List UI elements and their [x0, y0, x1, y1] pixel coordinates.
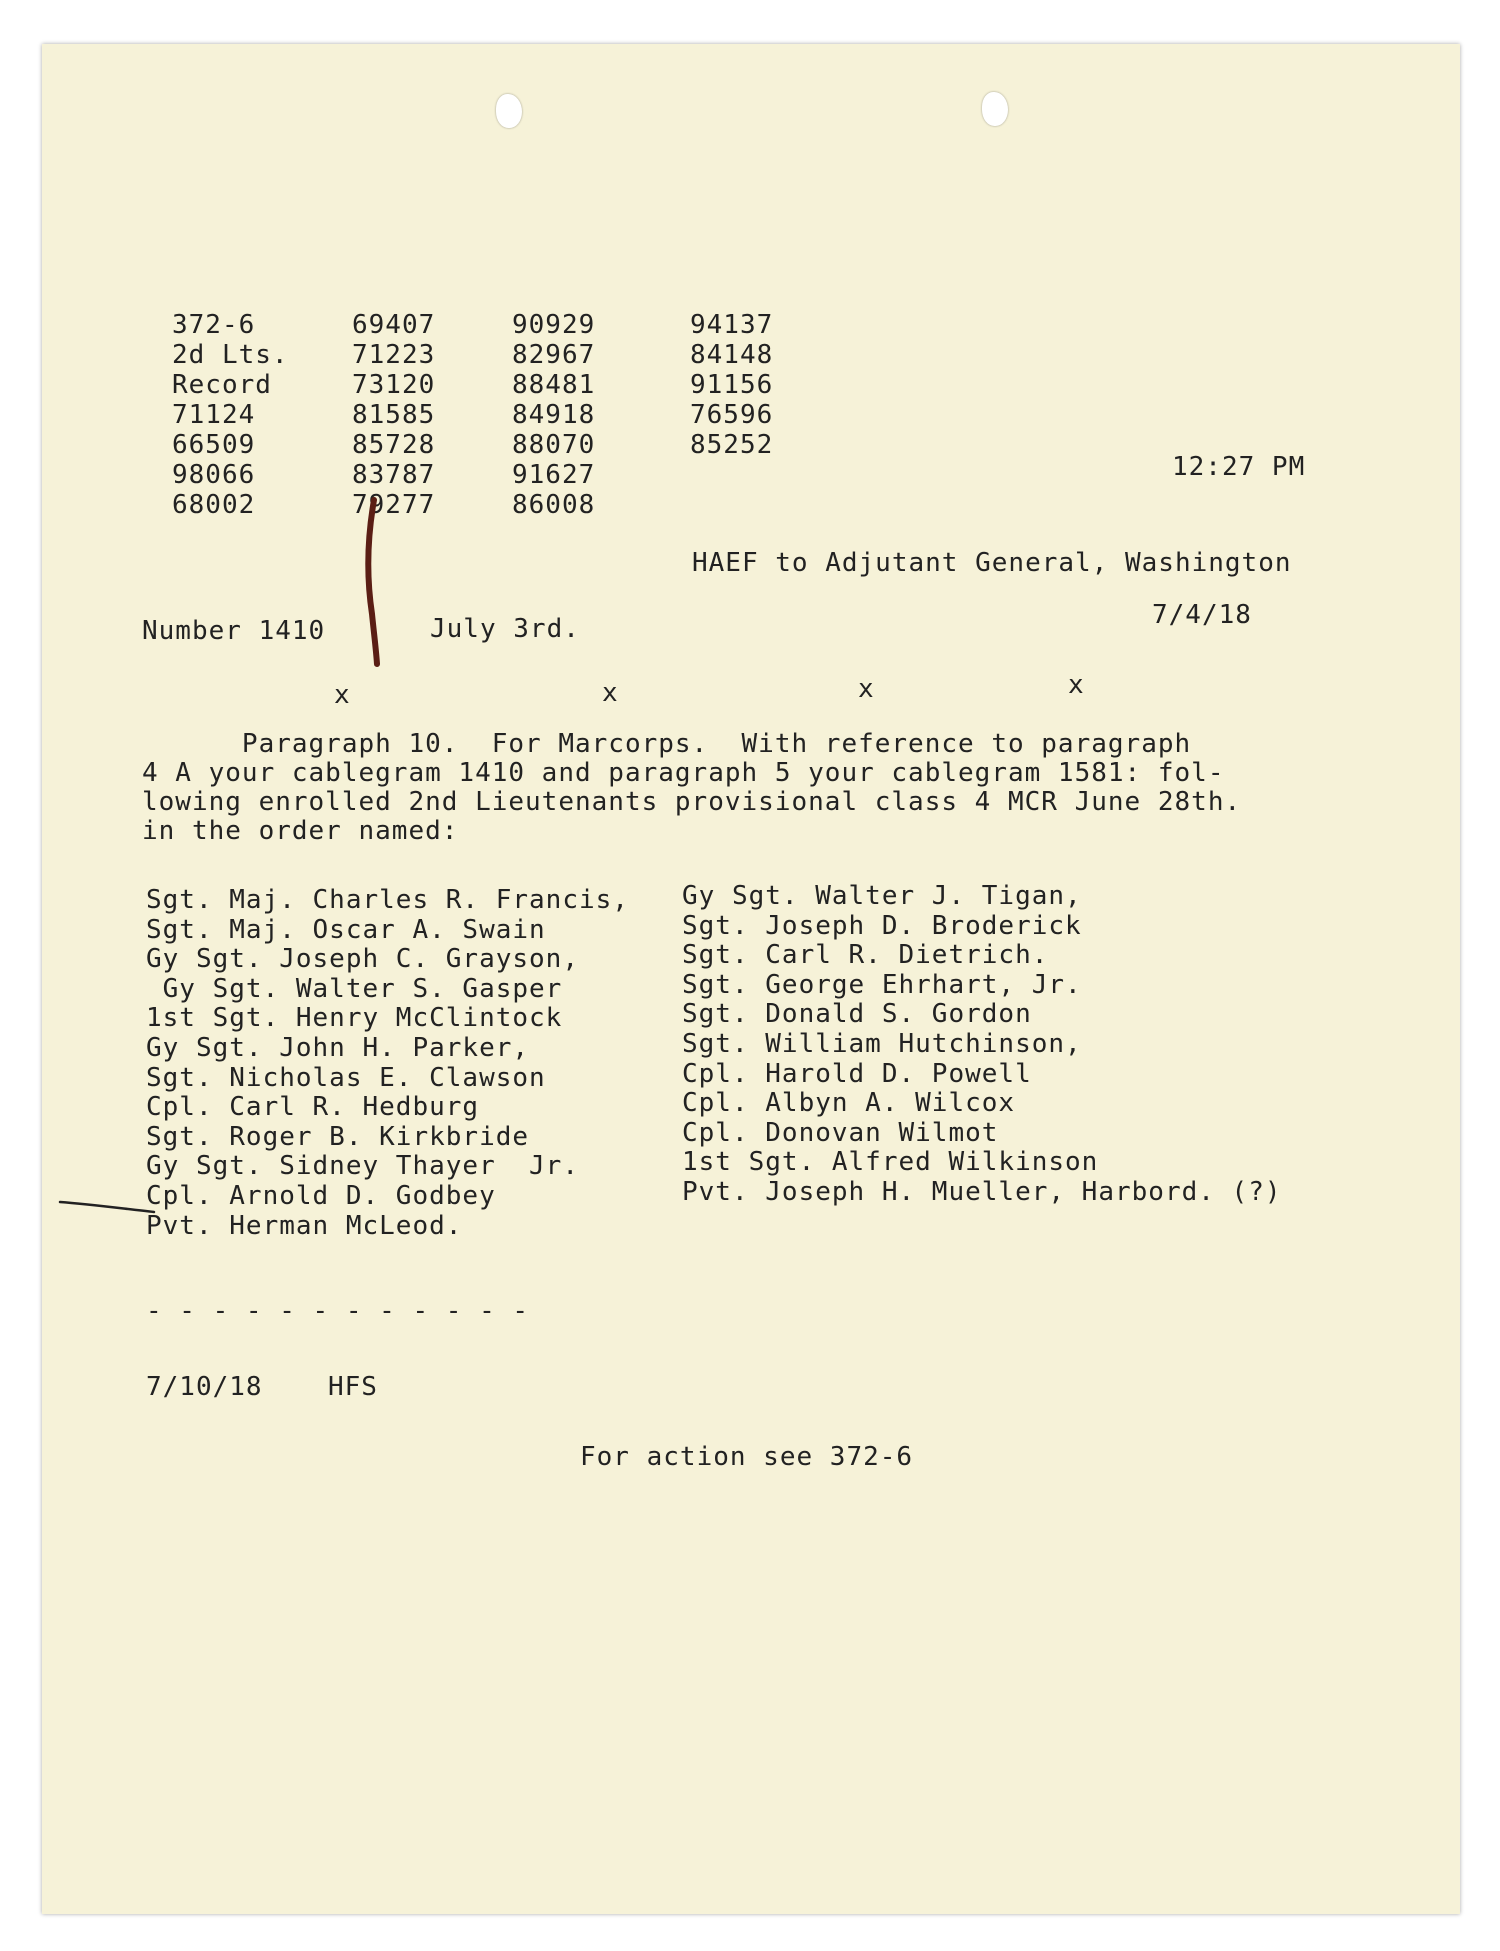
separator-mark: x [334, 680, 351, 710]
separator-mark: x [602, 678, 619, 708]
list-item: Gy Sgt. Walter S. Gasper [146, 973, 563, 1004]
paragraph-line: lowing enrolled 2nd Lieutenants provisional class 4 MCR June 28th. [142, 787, 1242, 817]
pencil-mark [352, 494, 392, 674]
list-item: Sgt. George Ehrhart, Jr. [682, 969, 1082, 1000]
list-item: Cpl. Albyn A. Wilcox [682, 1088, 1016, 1119]
paragraph-line: 4 A your cablegram 1410 and paragraph 5 your cablegram 1581: fol- [142, 758, 1225, 788]
table-cell: 2d Lts. [172, 340, 289, 370]
time-stamp: 12:27 PM [1172, 452, 1306, 482]
table-cell: 69407 [352, 310, 436, 340]
table-cell: 88070 [512, 430, 596, 460]
list-item: Cpl. Donovan Wilmot [682, 1117, 999, 1148]
table-cell: 372-6 [172, 310, 256, 340]
table-cell: 94137 [690, 310, 774, 340]
table-cell: 71223 [352, 340, 436, 370]
table-column-1 [172, 310, 289, 520]
list-item: Sgt. William Hutchinson, [682, 1028, 1082, 1059]
action-note: For action see 372-6 [580, 1442, 914, 1472]
list-item: Pvt. Herman McLeod. [146, 1210, 463, 1241]
list-item: 1st Sgt. Henry McClintock [146, 1003, 563, 1034]
punch-hole-left [496, 94, 522, 128]
table-cell: 90929 [512, 310, 596, 340]
table-column-4 [690, 310, 773, 460]
list-item: 1st Sgt. Alfred Wilkinson [682, 1147, 1099, 1178]
cable-date: July 3rd. [430, 614, 580, 644]
pencil-tick-mark [58, 1192, 158, 1222]
list-item: Sgt. Roger B. Kirkbride [146, 1121, 530, 1152]
table-cell: 88481 [512, 370, 596, 400]
dash-separator: - - - - - - - - - - - - [146, 1296, 530, 1326]
list-item: Cpl. Harold D. Powell [682, 1058, 1032, 1089]
footer-date: 7/10/18 [146, 1372, 263, 1402]
table-cell: 68002 [172, 490, 256, 520]
list-item: Sgt. Nicholas E. Clawson [146, 1062, 546, 1093]
list-item: Gy Sgt. John H. Parker, [146, 1032, 530, 1063]
table-cell: 91156 [690, 370, 774, 400]
list-item: Gy Sgt. Joseph C. Grayson, [146, 944, 579, 975]
list-item: Sgt. Maj. Charles R. Francis, [146, 885, 629, 915]
table-cell: 86008 [512, 490, 596, 520]
cable-number: Number 1410 [142, 616, 326, 646]
table-cell: 85728 [352, 430, 436, 460]
table-cell: 71124 [172, 400, 256, 430]
list-item: Gy Sgt. Sidney Thayer Jr. [146, 1151, 579, 1182]
list-item: Cpl. Carl R. Hedburg [146, 1092, 480, 1123]
table-column-2 [352, 310, 435, 520]
table-cell: 81585 [352, 400, 436, 430]
routing-line: HAEF to Adjutant General, Washington [692, 548, 1292, 578]
document-page [42, 44, 1460, 1914]
list-item: Sgt. Donald S. Gordon [682, 999, 1032, 1030]
punch-hole-right [982, 92, 1008, 126]
table-cell: 85252 [690, 430, 774, 460]
list-item: Gy Sgt. Walter J. Tigan, [682, 881, 1082, 911]
names-list-left [146, 886, 629, 1241]
paragraph-line: Paragraph 10. For Marcorps. With reference to paragraph [142, 729, 1192, 759]
table-column-3 [512, 310, 595, 520]
table-cell: 73120 [352, 370, 436, 400]
table-cell: 82967 [512, 340, 596, 370]
table-cell: 83787 [352, 460, 436, 490]
table-cell: Record [172, 370, 272, 400]
list-item: Sgt. Maj. Oscar A. Swain [146, 914, 546, 945]
date-received: 7/4/18 [1152, 600, 1252, 630]
paragraph-line: in the order named: [142, 816, 459, 846]
message-paragraph [142, 730, 1241, 846]
table-cell: 98066 [172, 460, 256, 490]
table-cell: 91627 [512, 460, 596, 490]
table-cell: 84148 [690, 340, 774, 370]
table-cell: 84918 [512, 400, 596, 430]
names-list-right [682, 882, 1282, 1208]
table-cell: 66509 [172, 430, 256, 460]
list-item: Sgt. Joseph D. Broderick [682, 910, 1082, 941]
list-item: Pvt. Joseph H. Mueller, Harbord. (?) [682, 1176, 1282, 1207]
list-item: Cpl. Arnold D. Godbey [146, 1180, 496, 1211]
table-cell: 76596 [690, 400, 774, 430]
table-cell: 79277 [352, 490, 436, 520]
separator-mark: x [858, 674, 875, 704]
footer-initials: HFS [328, 1372, 378, 1402]
list-item: Sgt. Carl R. Dietrich. [682, 940, 1049, 971]
separator-mark: x [1068, 670, 1085, 700]
